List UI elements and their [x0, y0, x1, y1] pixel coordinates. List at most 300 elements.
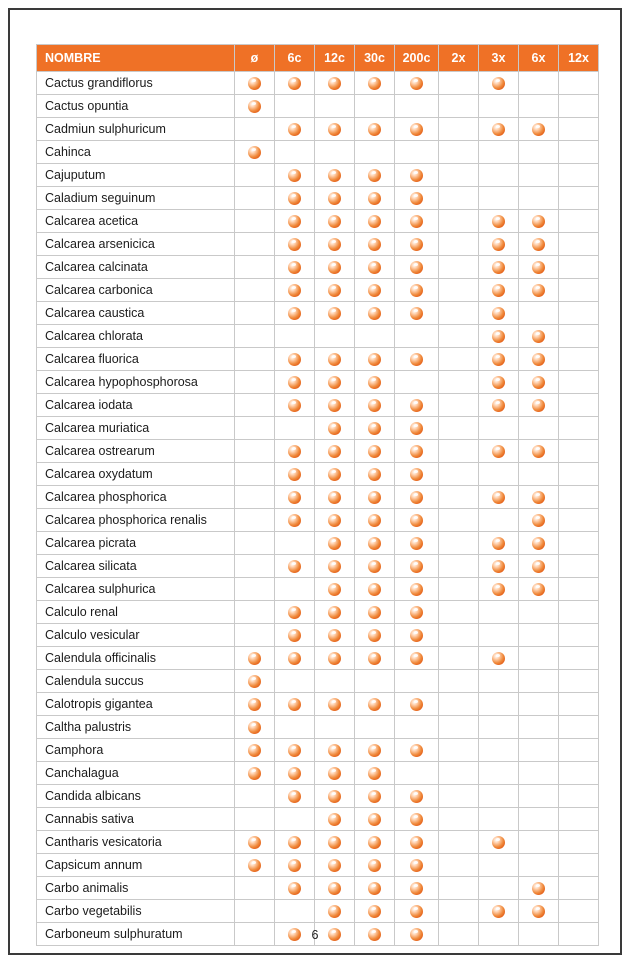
potency-cell — [395, 670, 439, 693]
potency-dot-icon — [368, 698, 381, 711]
potency-cell — [235, 187, 275, 210]
potency-cell — [559, 440, 599, 463]
potency-dot-icon — [328, 882, 341, 895]
potency-dot-icon — [410, 169, 423, 182]
potency-cell — [519, 831, 559, 854]
potency-cell — [355, 256, 395, 279]
potency-dot-icon — [410, 123, 423, 136]
potency-cell — [439, 210, 479, 233]
potency-cell — [355, 555, 395, 578]
potency-cell — [519, 95, 559, 118]
potency-cell — [275, 693, 315, 716]
potency-cell — [315, 210, 355, 233]
potency-cell — [355, 279, 395, 302]
table-row — [37, 463, 599, 486]
potency-cell — [395, 325, 439, 348]
potency-dot-icon — [328, 698, 341, 711]
table-row — [37, 440, 599, 463]
remedy-name-cell: Carboneum sulphuratum — [37, 923, 235, 946]
potency-dot-icon — [328, 215, 341, 228]
table-row — [37, 187, 599, 210]
potency-dot-icon — [368, 767, 381, 780]
remedy-name-cell: Calcarea ostrearum — [37, 440, 235, 463]
potency-cell — [395, 831, 439, 854]
potency-dot-icon — [248, 675, 261, 688]
potency-cell — [479, 624, 519, 647]
potency-dot-icon — [492, 261, 505, 274]
potency-cell — [479, 164, 519, 187]
potency-dot-icon — [368, 376, 381, 389]
potency-cell — [519, 877, 559, 900]
potency-cell — [235, 302, 275, 325]
potency-dot-icon — [328, 261, 341, 274]
potency-cell — [519, 670, 559, 693]
remedy-name-cell: Cajuputum — [37, 164, 235, 187]
remedy-name-cell: Canchalagua — [37, 762, 235, 785]
potency-cell — [519, 601, 559, 624]
potency-cell — [559, 463, 599, 486]
potency-cell — [395, 509, 439, 532]
potency-dot-icon — [368, 353, 381, 366]
potency-cell — [519, 785, 559, 808]
potency-dot-icon — [248, 836, 261, 849]
potency-cell — [315, 440, 355, 463]
potency-cell — [395, 256, 439, 279]
potency-dot-icon — [288, 468, 301, 481]
potency-cell — [479, 440, 519, 463]
table-row — [37, 279, 599, 302]
potency-cell — [559, 302, 599, 325]
table-row — [37, 555, 599, 578]
potency-cell — [559, 532, 599, 555]
potency-cell — [479, 302, 519, 325]
potency-cell — [315, 785, 355, 808]
potency-dot-icon — [492, 399, 505, 412]
potency-dot-icon — [368, 629, 381, 642]
potency-dot-icon — [368, 790, 381, 803]
potency-cell — [315, 95, 355, 118]
potency-dot-icon — [368, 882, 381, 895]
potency-cell — [275, 716, 315, 739]
potency-cell — [315, 808, 355, 831]
potency-dot-icon — [368, 307, 381, 320]
potency-dot-icon — [328, 123, 341, 136]
remedy-name-cell: Cannabis sativa — [37, 808, 235, 831]
potency-cell — [519, 900, 559, 923]
column-header-nombre: NOMBRE — [37, 45, 235, 72]
potency-cell — [355, 762, 395, 785]
potency-dot-icon — [368, 560, 381, 573]
potency-cell — [519, 532, 559, 555]
potency-cell — [235, 164, 275, 187]
potency-cell — [315, 302, 355, 325]
potency-cell — [235, 233, 275, 256]
table-body — [37, 72, 599, 946]
potency-cell — [559, 693, 599, 716]
potency-cell — [275, 118, 315, 141]
potency-cell — [479, 739, 519, 762]
potency-cell — [559, 509, 599, 532]
remedy-name-cell: Calculo renal — [37, 601, 235, 624]
potency-dot-icon — [492, 537, 505, 550]
potency-cell — [275, 647, 315, 670]
potency-dot-icon — [410, 445, 423, 458]
potency-cell — [479, 808, 519, 831]
potency-cell — [235, 693, 275, 716]
potency-cell — [275, 486, 315, 509]
potency-cell — [559, 164, 599, 187]
potency-cell — [235, 210, 275, 233]
potency-cell — [479, 555, 519, 578]
remedy-name-cell: Capsicum annum — [37, 854, 235, 877]
potency-cell — [519, 72, 559, 95]
potency-cell — [559, 877, 599, 900]
potency-cell — [275, 555, 315, 578]
potency-dot-icon — [368, 859, 381, 872]
potency-cell — [235, 762, 275, 785]
potency-cell — [479, 601, 519, 624]
potency-cell — [519, 394, 559, 417]
table-row — [37, 647, 599, 670]
potency-cell — [235, 509, 275, 532]
potency-cell — [275, 210, 315, 233]
table-row — [37, 394, 599, 417]
potency-dot-icon — [410, 905, 423, 918]
potency-dot-icon — [410, 192, 423, 205]
potency-cell — [519, 762, 559, 785]
table-row — [37, 118, 599, 141]
potency-cell — [479, 417, 519, 440]
potency-cell — [275, 463, 315, 486]
potency-cell — [395, 463, 439, 486]
potency-cell — [479, 762, 519, 785]
potency-dot-icon — [328, 169, 341, 182]
potency-cell — [559, 808, 599, 831]
potency-cell — [439, 762, 479, 785]
potency-dot-icon — [532, 353, 545, 366]
remedy-name-cell: Calendula succus — [37, 670, 235, 693]
potency-dot-icon — [410, 698, 423, 711]
potency-dot-icon — [410, 629, 423, 642]
potency-dot-icon — [328, 514, 341, 527]
potency-cell — [275, 394, 315, 417]
potency-cell — [395, 693, 439, 716]
potency-dot-icon — [288, 77, 301, 90]
potency-dot-icon — [288, 698, 301, 711]
potency-cell — [519, 463, 559, 486]
potency-cell — [479, 210, 519, 233]
potency-dot-icon — [328, 353, 341, 366]
table-row — [37, 716, 599, 739]
potency-cell — [479, 371, 519, 394]
potency-dot-icon — [368, 514, 381, 527]
remedy-name-cell: Calendula officinalis — [37, 647, 235, 670]
potency-dot-icon — [288, 652, 301, 665]
potency-cell — [479, 670, 519, 693]
potency-cell — [355, 854, 395, 877]
potency-dot-icon — [328, 767, 341, 780]
potency-dot-icon — [328, 238, 341, 251]
potency-dot-icon — [492, 445, 505, 458]
potency-cell — [395, 371, 439, 394]
potency-cell — [439, 187, 479, 210]
potency-cell — [235, 463, 275, 486]
remedy-name-cell: Caltha palustris — [37, 716, 235, 739]
potency-cell — [439, 532, 479, 555]
potency-dot-icon — [410, 77, 423, 90]
table-row — [37, 141, 599, 164]
potency-cell — [395, 118, 439, 141]
potency-cell — [315, 348, 355, 371]
potency-cell — [315, 118, 355, 141]
column-header-6c: 6c — [275, 45, 315, 72]
potency-cell — [355, 532, 395, 555]
table-header-row — [37, 45, 599, 72]
potency-cell — [395, 808, 439, 831]
potency-cell — [315, 187, 355, 210]
potency-dot-icon — [368, 744, 381, 757]
potency-dot-icon — [410, 744, 423, 757]
potency-cell — [355, 348, 395, 371]
potency-dot-icon — [288, 238, 301, 251]
table-row — [37, 601, 599, 624]
potency-cell — [479, 532, 519, 555]
column-header-12x: 12x — [559, 45, 599, 72]
potency-cell — [519, 440, 559, 463]
potency-dot-icon — [492, 376, 505, 389]
potency-cell — [439, 233, 479, 256]
potency-cell — [479, 647, 519, 670]
remedy-name-cell: Carbo vegetabilis — [37, 900, 235, 923]
potency-dot-icon — [368, 537, 381, 550]
remedy-name-cell: Calcarea chlorata — [37, 325, 235, 348]
potency-dot-icon — [410, 491, 423, 504]
potency-cell — [355, 394, 395, 417]
potency-cell — [235, 624, 275, 647]
potency-cell — [355, 578, 395, 601]
remedy-name-cell: Cadmiun sulphuricum — [37, 118, 235, 141]
potency-dot-icon — [328, 284, 341, 297]
potency-cell — [275, 578, 315, 601]
remedy-name-cell: Cantharis vesicatoria — [37, 831, 235, 854]
column-header-mother-tincture: ø — [235, 45, 275, 72]
potency-cell — [315, 877, 355, 900]
potency-cell — [559, 394, 599, 417]
potency-cell — [355, 118, 395, 141]
column-header-12c: 12c — [315, 45, 355, 72]
potency-cell — [355, 417, 395, 440]
potency-dot-icon — [368, 652, 381, 665]
potency-cell — [479, 486, 519, 509]
potency-cell — [315, 831, 355, 854]
potency-cell — [559, 670, 599, 693]
potency-cell — [355, 164, 395, 187]
potency-cell — [315, 72, 355, 95]
potency-cell — [275, 417, 315, 440]
potency-cell — [559, 256, 599, 279]
potency-dot-icon — [492, 284, 505, 297]
potency-cell — [315, 739, 355, 762]
potency-cell — [275, 187, 315, 210]
table-row — [37, 509, 599, 532]
potency-cell — [355, 233, 395, 256]
potency-cell — [479, 348, 519, 371]
potency-dot-icon — [532, 330, 545, 343]
table-row — [37, 233, 599, 256]
potency-dot-icon — [532, 491, 545, 504]
potency-dot-icon — [328, 422, 341, 435]
potency-cell — [315, 555, 355, 578]
potency-dot-icon — [368, 215, 381, 228]
potency-cell — [395, 601, 439, 624]
potency-cell — [235, 555, 275, 578]
potency-cell — [395, 164, 439, 187]
potency-cell — [439, 785, 479, 808]
potency-cell — [559, 210, 599, 233]
table-row — [37, 95, 599, 118]
potency-cell — [395, 486, 439, 509]
potency-cell — [395, 716, 439, 739]
potency-dot-icon — [532, 445, 545, 458]
potency-cell — [439, 463, 479, 486]
potency-dot-icon — [532, 560, 545, 573]
potency-cell — [275, 348, 315, 371]
potency-cell — [439, 670, 479, 693]
potency-cell — [439, 808, 479, 831]
potency-cell — [315, 716, 355, 739]
potency-dot-icon — [492, 123, 505, 136]
potency-cell — [559, 831, 599, 854]
table-row — [37, 164, 599, 187]
potency-cell — [395, 854, 439, 877]
potency-cell — [479, 325, 519, 348]
potency-cell — [235, 854, 275, 877]
potency-cell — [275, 95, 315, 118]
potency-dot-icon — [368, 905, 381, 918]
potency-cell — [355, 785, 395, 808]
column-header-30c: 30c — [355, 45, 395, 72]
potency-dot-icon — [410, 353, 423, 366]
potency-cell — [439, 279, 479, 302]
potency-cell — [355, 509, 395, 532]
potency-dot-icon — [368, 606, 381, 619]
potency-cell — [235, 141, 275, 164]
potency-cell — [355, 371, 395, 394]
potency-dot-icon — [492, 215, 505, 228]
potency-cell — [519, 578, 559, 601]
potency-cell — [519, 325, 559, 348]
potency-cell — [315, 141, 355, 164]
potency-cell — [439, 555, 479, 578]
potency-dot-icon — [410, 606, 423, 619]
potency-cell — [275, 233, 315, 256]
page-number: 6 — [311, 928, 319, 942]
potency-cell — [235, 440, 275, 463]
potency-dot-icon — [410, 238, 423, 251]
potency-cell — [559, 371, 599, 394]
table-row — [37, 348, 599, 371]
potency-cell — [355, 647, 395, 670]
potency-cell — [355, 141, 395, 164]
potency-dot-icon — [532, 905, 545, 918]
potency-cell — [315, 256, 355, 279]
potency-cell — [559, 900, 599, 923]
potency-cell — [395, 72, 439, 95]
potency-dot-icon — [368, 468, 381, 481]
potency-cell — [479, 578, 519, 601]
potency-cell — [235, 601, 275, 624]
potency-cell — [275, 440, 315, 463]
potency-dot-icon — [288, 399, 301, 412]
potency-cell — [395, 647, 439, 670]
potency-dot-icon — [328, 629, 341, 642]
potency-cell — [275, 72, 315, 95]
potency-dot-icon — [328, 859, 341, 872]
potency-cell — [559, 739, 599, 762]
potency-dot-icon — [532, 376, 545, 389]
potency-cell — [559, 578, 599, 601]
potency-cell — [235, 647, 275, 670]
potency-dot-icon — [368, 422, 381, 435]
potency-dot-icon — [288, 192, 301, 205]
potency-cell — [439, 877, 479, 900]
potency-cell — [479, 187, 519, 210]
potency-cell — [439, 739, 479, 762]
potency-cell — [235, 532, 275, 555]
potency-cell — [315, 394, 355, 417]
potency-cell — [479, 118, 519, 141]
remedy-name-cell: Candida albicans — [37, 785, 235, 808]
remedy-name-cell: Cahinca — [37, 141, 235, 164]
potency-cell — [519, 302, 559, 325]
potency-cell — [479, 279, 519, 302]
potency-cell — [439, 72, 479, 95]
potency-dot-icon — [328, 744, 341, 757]
potency-cell — [519, 808, 559, 831]
potency-cell — [519, 118, 559, 141]
potency-dot-icon — [492, 560, 505, 573]
potency-cell — [275, 831, 315, 854]
potency-cell — [439, 394, 479, 417]
potency-cell — [315, 463, 355, 486]
potency-cell — [439, 693, 479, 716]
potency-dot-icon — [410, 560, 423, 573]
remedy-name-cell: Calcarea oxydatum — [37, 463, 235, 486]
potency-dot-icon — [368, 238, 381, 251]
potency-cell — [519, 187, 559, 210]
potency-dot-icon — [532, 238, 545, 251]
potency-cell — [235, 95, 275, 118]
potency-dot-icon — [368, 77, 381, 90]
potency-cell — [439, 624, 479, 647]
column-header-6x: 6x — [519, 45, 559, 72]
remedy-name-cell: Calcarea arsenicica — [37, 233, 235, 256]
table-row — [37, 486, 599, 509]
potency-cell — [235, 417, 275, 440]
potency-cell — [275, 509, 315, 532]
potency-cell — [355, 877, 395, 900]
potency-dot-icon — [328, 537, 341, 550]
potency-cell — [235, 371, 275, 394]
potency-dot-icon — [368, 813, 381, 826]
potency-dot-icon — [368, 491, 381, 504]
potency-cell — [275, 164, 315, 187]
potency-cell — [559, 72, 599, 95]
potency-dot-icon — [368, 192, 381, 205]
potency-dot-icon — [328, 445, 341, 458]
potency-cell — [559, 233, 599, 256]
remedy-name-cell: Carbo animalis — [37, 877, 235, 900]
